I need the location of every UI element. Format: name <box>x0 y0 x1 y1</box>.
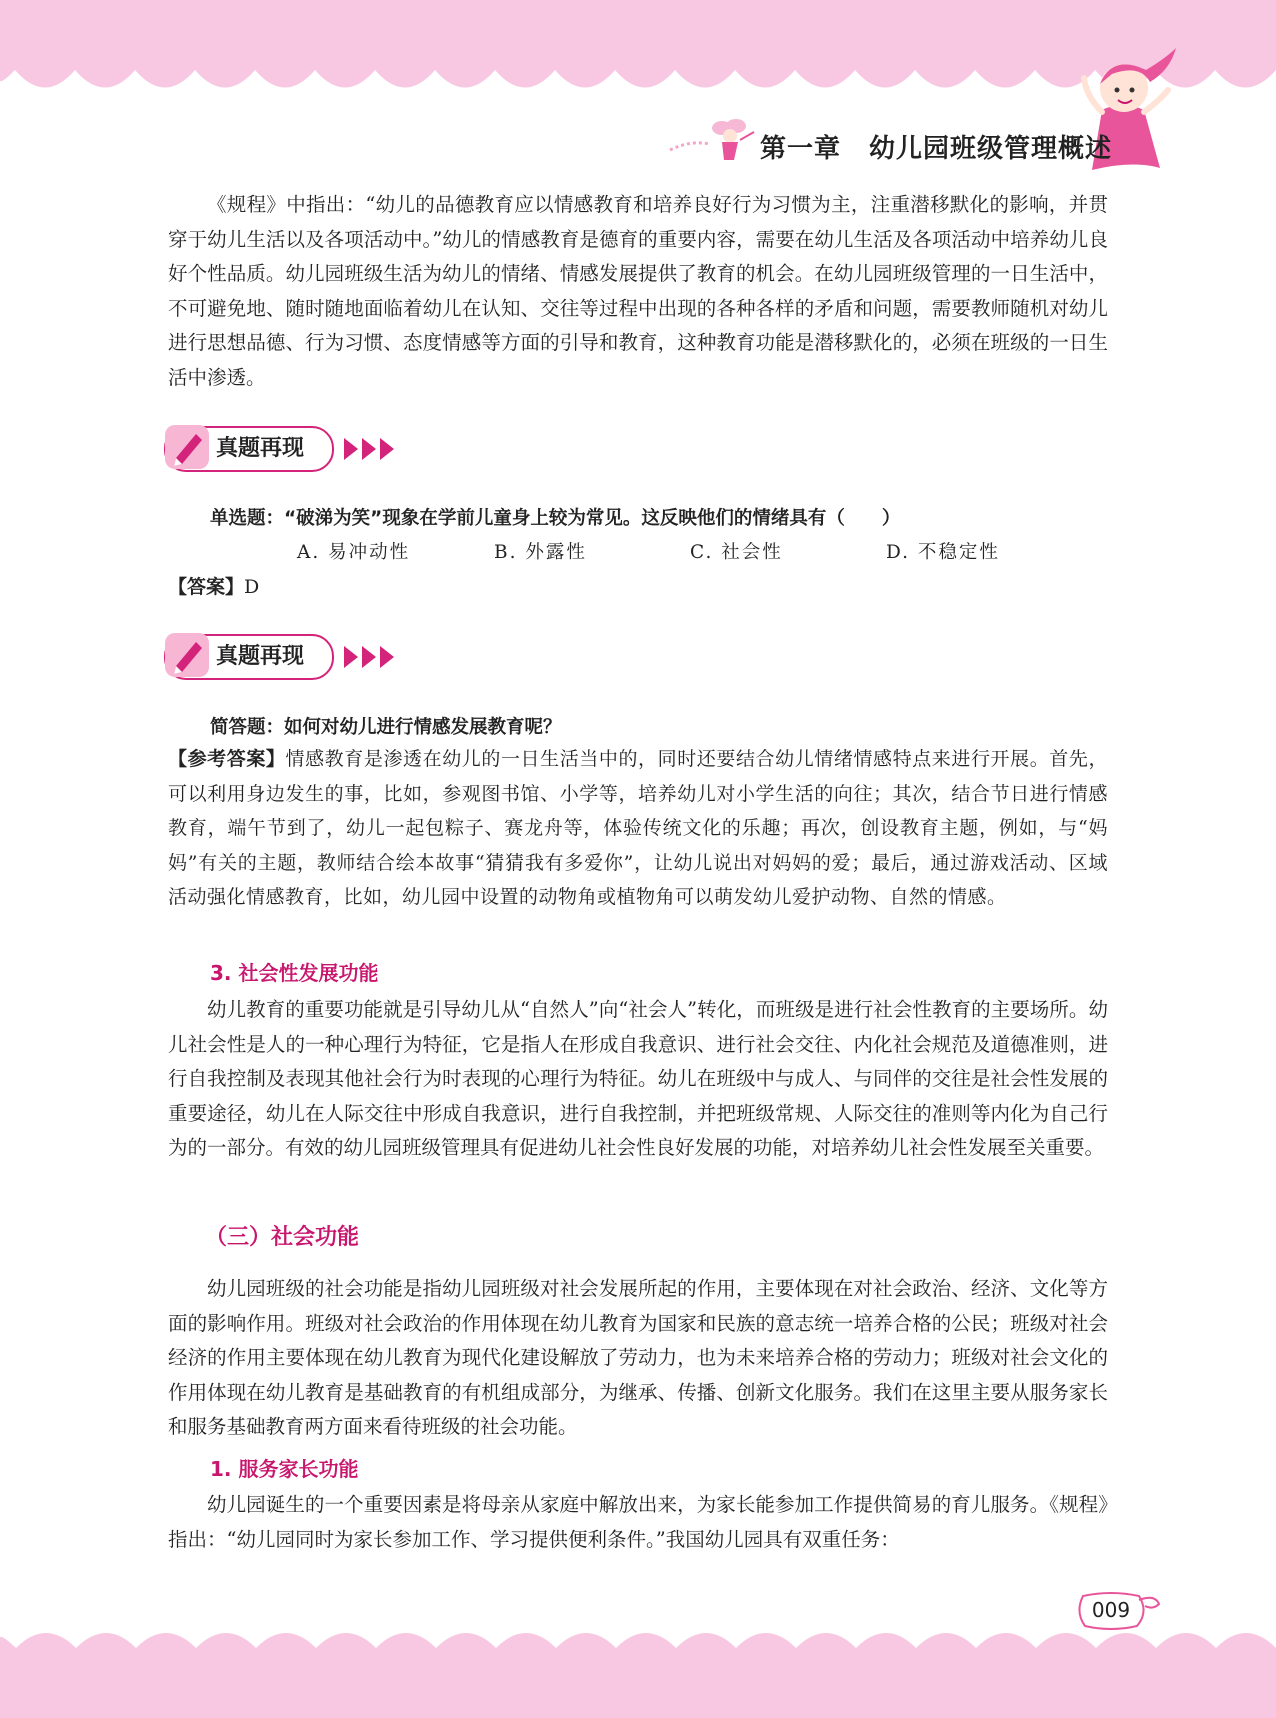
triple-arrow-icon <box>342 644 402 670</box>
section-3 <box>168 993 1108 1166</box>
parent-service <box>168 1488 1108 1557</box>
page-number: 009 <box>1091 1598 1131 1622</box>
question-2-text: 简答题：如何对幼儿进行情感发展教育呢？ <box>210 717 562 738</box>
option-a: A. 易冲动性 <box>297 542 411 563</box>
parent-service-heading: 1. 服务家长功能 <box>210 1457 359 1481</box>
chapter-number: 第一章 <box>760 134 842 164</box>
social-function-heading: （三）社会功能 <box>205 1225 360 1250</box>
exam-banner-1 <box>164 426 404 472</box>
answer-label: 【答案】 <box>168 576 245 598</box>
section-3-heading: 3. 社会性发展功能 <box>210 961 379 985</box>
answer-1 <box>168 572 259 599</box>
reference-answer-text: 情感教育是渗透在幼儿的一日生活当中的，同时还要结合幼儿情绪情感特点来进行开展。首先，可以利用身边发生的事，比如，参观图书馆、小学等，培养幼儿对小学生活的向往；其次，结合节日进行情感教育，端午节到了，幼儿一起包粽子、赛龙舟等，体验传统文化的乐趣；再次，创设教育主题，例如，与“妈妈”有关的主题，教师结合绘本故事“猜猜我有多爱你”，让幼儿说出对妈妈的爱；最后，通过游戏活动、区域活动强化情感教育，比如，幼儿园中设置的动物角或植物角可以萌发幼儿爱护动物、自然的情感。 <box>168 748 1108 908</box>
pencil-icon <box>162 422 212 472</box>
answer-value: D <box>244 576 260 598</box>
chapter-name: 幼儿园班级管理概述 <box>869 134 1113 164</box>
option-d: D. 不稳定性 <box>886 542 1000 563</box>
option-b: B. 外露性 <box>494 542 587 563</box>
exam-banner-2 <box>164 634 404 680</box>
intro-paragraph: 《规程》中指出：“幼儿的品德教育应以情感教育和培养良好行为习惯为主，注重潜移默化的影响，并贯穿于幼儿生活以及各项活动中。”幼儿的情感教育是德育的重要内容，需要在幼儿生活及各项活动中培养幼儿良好个性品质。幼儿园班级生活为幼儿的情绪、情感发展提供了教育的机会。在幼儿园班级管理的一日生活中，不可避免地、随时随地面临着幼儿在认知、交往等过程中出现的各种各样的矛盾和问题，需要教师随机对幼儿进行思想品德、行为习惯、态度情感等方面的引导和教育，这种教育功能是潜移默化的，必须在班级的一日生活中渗透。 <box>168 193 1108 389</box>
pencil-icon <box>162 630 212 680</box>
triple-arrow-icon <box>342 436 402 462</box>
banner-label: 真题再现 <box>216 644 305 669</box>
social-function <box>168 1272 1108 1445</box>
fairy-icon <box>660 110 760 170</box>
reference-answer-label: 【参考答案】 <box>168 748 286 770</box>
intro-section <box>168 188 1108 395</box>
option-c: C. 社会性 <box>690 542 783 563</box>
page-number-badge <box>1075 1590 1161 1632</box>
social-function-paragraph: 幼儿园班级的社会功能是指幼儿园班级对社会发展所起的作用，主要体现在对社会政治、经济、文化等方面的影响作用。班级对社会政治的作用体现在幼儿教育为国家和民族的意志统一培养合格的公民；班级对社会经济的作用主要体现在幼儿教育为现代化建设解放了劳动力，也为未来培养合格的劳动力；班级对社会文化的作用体现在幼儿教育是基础教育的有机组成部分，为继承、传播、创新文化服务。我们在这里主要从服务家长和服务基础教育两方面来看待班级的社会功能。 <box>168 1277 1108 1438</box>
question-1-text: 单选题：“破涕为笑”现象在学前儿童身上较为常见。这反映他们的情绪具有（ ） <box>210 508 901 529</box>
parent-service-paragraph: 幼儿园诞生的一个重要因素是将母亲从家庭中解放出来，为家长能参加工作提供简易的育儿服务。《规程》指出：“幼儿园同时为家长参加工作、学习提供便利条件。”我国幼儿园具有双重任务： <box>168 1493 1108 1551</box>
banner-label: 真题再现 <box>216 436 305 461</box>
reference-answer <box>168 742 1108 915</box>
section-3-paragraph: 幼儿教育的重要功能就是引导幼儿从“自然人”向“社会人”转化，而班级是进行社会性教育的主要场所。幼儿社会性是人的一种心理行为特征，它是指人在形成自我意识、进行社会交往、内化社会规范及道德准则，进行自我控制及表现其他社会行为时表现的心理行为特征。幼儿在班级中与成人、与同伴的交往是社会性发展的重要途径，幼儿在人际交往中形成自我意识，进行自我控制，并把班级常规、人际交往的准则等内化为自己行为的一部分。有效的幼儿园班级管理具有促进幼儿社会性良好发展的功能，对培养幼儿社会性发展至关重要。 <box>168 998 1108 1159</box>
chapter-title <box>760 128 1112 165</box>
